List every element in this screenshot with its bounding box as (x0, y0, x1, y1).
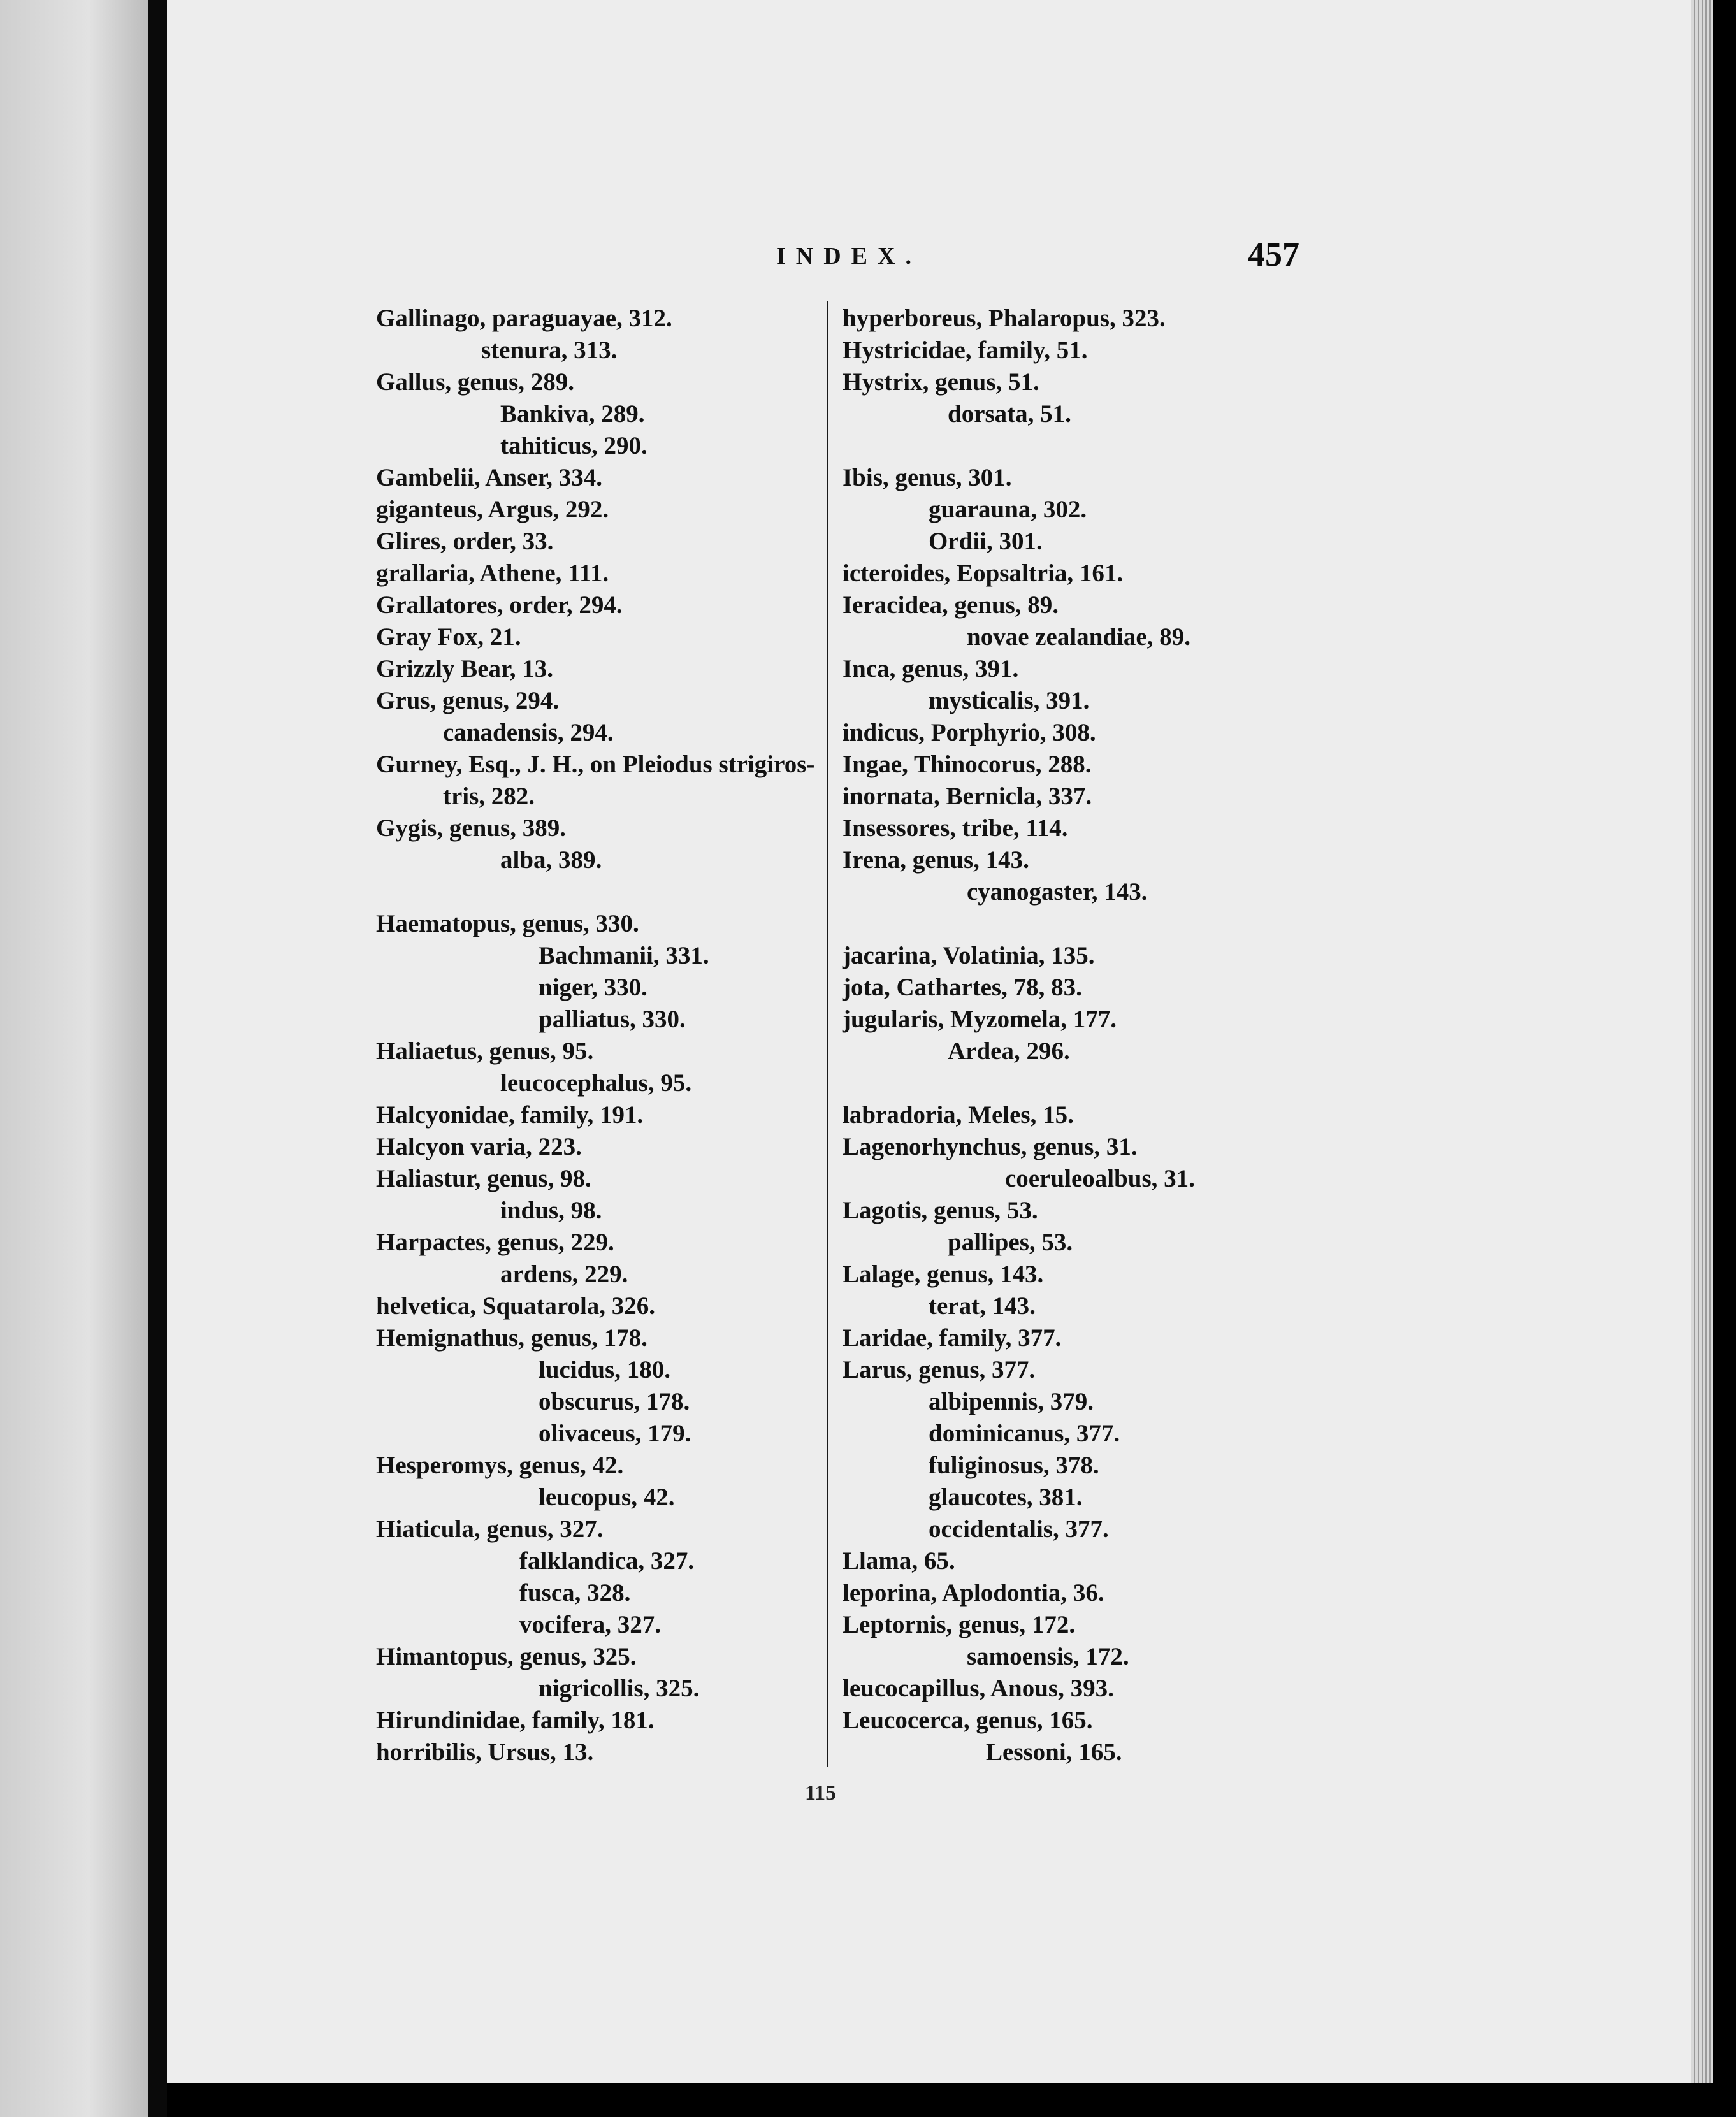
index-entry: dominicanus, 377. (929, 1420, 1120, 1447)
index-entry: obscurus, 178. (539, 1388, 690, 1415)
index-entry: jacarina, Volatinia, 135. (843, 942, 1095, 969)
index-entry: Hirundinidae, family, 181. (376, 1707, 655, 1734)
index-entry: jota, Cathartes, 78, 83. (843, 974, 1082, 1001)
index-entry: Ieracidea, genus, 89. (843, 591, 1059, 619)
index-entry: hyperboreus, Phalaropus, 323. (843, 305, 1166, 332)
book-gutter (148, 0, 167, 2117)
index-entry: Bankiva, 289. (500, 400, 645, 428)
index-entry: inornata, Bernicla, 337. (843, 783, 1092, 810)
index-entry: indus, 98. (500, 1197, 602, 1224)
index-entry: jugularis, Myzomela, 177. (843, 1006, 1117, 1033)
index-entry: Haliaetus, genus, 95. (376, 1037, 594, 1065)
index-column-right (843, 303, 1327, 1768)
index-spacer (843, 430, 1327, 462)
index-entry: leucocapillus, Anous, 393. (843, 1675, 1114, 1702)
index-entry: Harpactes, genus, 229. (376, 1229, 614, 1256)
index-entry: leucopus, 42. (539, 1484, 675, 1511)
index-entry: Grizzly Bear, 13. (376, 655, 553, 683)
signature-mark: 115 (805, 1781, 837, 1805)
index-entry: Ardea, 296. (948, 1037, 1070, 1065)
index-entry: leucocephalus, 95. (500, 1069, 692, 1097)
index-entry: guarauna, 302. (929, 496, 1087, 523)
page-stack-edge (1691, 0, 1713, 2083)
index-entry: Hystricidae, family, 51. (843, 336, 1088, 364)
page-number: 457 (1248, 235, 1299, 273)
index-entry: Gambelii, Anser, 334. (376, 464, 602, 491)
index-entry: Insessores, tribe, 114. (843, 814, 1068, 842)
index-entry: Gallinago, paraguayae, 312. (376, 305, 672, 332)
index-entry: Lagotis, genus, 53. (843, 1197, 1038, 1224)
index-entry: Hesperomys, genus, 42. (376, 1452, 624, 1479)
index-entry: Llama, 65. (843, 1547, 955, 1575)
index-entry: Ingae, Thinocorus, 288. (843, 751, 1092, 778)
index-entry: albipennis, 379. (929, 1388, 1094, 1415)
facing-page-edge (0, 0, 148, 2117)
index-entry: terat, 143. (929, 1292, 1036, 1320)
index-entry: Inca, genus, 391. (843, 655, 1019, 683)
index-entry: Himantopus, genus, 325. (376, 1643, 637, 1670)
index-entry: canadensis, 294. (443, 719, 614, 746)
index-entry: Gurney, Esq., J. H., on Pleiodus strigiros- (376, 751, 815, 778)
index-spacer (376, 876, 816, 908)
index-spacer (843, 1067, 1327, 1099)
column-divider (827, 301, 828, 1767)
index-entry: palliatus, 330. (539, 1006, 686, 1033)
index-entry: glaucotes, 381. (929, 1484, 1083, 1511)
index-entry: Lessoni, 165. (986, 1738, 1122, 1766)
index-entry: occidentalis, 377. (929, 1515, 1109, 1543)
index-entry: Ibis, genus, 301. (843, 464, 1012, 491)
index-entry: Haematopus, genus, 330. (376, 910, 639, 937)
index-entry: Halcyonidae, family, 191. (376, 1101, 644, 1129)
index-entry: fusca, 328. (519, 1579, 631, 1607)
index-entry: Halcyon varia, 223. (376, 1133, 582, 1160)
index-entry: cyanogaster, 143. (967, 878, 1148, 906)
index-entry: Larus, genus, 377. (843, 1356, 1036, 1384)
index-entry: Gallus, genus, 289. (376, 368, 574, 396)
index-entry: Lagenorhynchus, genus, 31. (843, 1133, 1138, 1160)
index-entry: Hemignathus, genus, 178. (376, 1324, 647, 1352)
index-column-left (376, 303, 816, 1768)
index-entry: Hystrix, genus, 51. (843, 368, 1039, 396)
index-entry: indicus, Porphyrio, 308. (843, 719, 1096, 746)
running-header-title: INDEX. (776, 243, 922, 270)
index-entry: giganteus, Argus, 292. (376, 496, 609, 523)
index-entry: Gygis, genus, 389. (376, 814, 566, 842)
index-entry: Leucocerca, genus, 165. (843, 1707, 1093, 1734)
index-entry: nigricollis, 325. (539, 1675, 700, 1702)
index-entry: grallaria, Athene, 111. (376, 560, 609, 587)
index-spacer (843, 908, 1327, 940)
index-entry: niger, 330. (539, 974, 647, 1001)
index-entry: tahiticus, 290. (500, 432, 647, 459)
index-entry: vocifera, 327. (519, 1611, 662, 1638)
index-entry: helvetica, Squatarola, 326. (376, 1292, 656, 1320)
index-entry: novae zealandiae, 89. (967, 623, 1190, 651)
index-entry: tris, 282. (443, 783, 535, 810)
index-entry: samoensis, 172. (967, 1643, 1129, 1670)
index-entry: pallipes, 53. (948, 1229, 1073, 1256)
index-entry: lucidus, 180. (539, 1356, 670, 1384)
index-entry: leporina, Aplodontia, 36. (843, 1579, 1104, 1607)
index-entry: Irena, genus, 143. (843, 846, 1029, 874)
index-entry: Hiaticula, genus, 327. (376, 1515, 604, 1543)
index-entry: dorsata, 51. (948, 400, 1071, 428)
index-entry: mysticalis, 391. (929, 687, 1090, 714)
index-entry: Grus, genus, 294. (376, 687, 560, 714)
index-entry: olivaceus, 179. (539, 1420, 691, 1447)
index-entry: fuliginosus, 378. (929, 1452, 1099, 1479)
index-entry: Lalage, genus, 143. (843, 1261, 1044, 1288)
index-entry: coeruleoalbus, 31. (1005, 1165, 1195, 1192)
index-entry: Gray Fox, 21. (376, 623, 521, 651)
index-entry: Bachmanii, 331. (539, 942, 709, 969)
index-entry: Glires, order, 33. (376, 528, 554, 555)
index-entry: horribilis, Ursus, 13. (376, 1738, 594, 1766)
index-entry: alba, 389. (500, 846, 602, 874)
index-entry: Ordii, 301. (929, 528, 1043, 555)
index-entry: stenura, 313. (481, 336, 618, 364)
index-entry: Leptornis, genus, 172. (843, 1611, 1076, 1638)
index-entry: falklandica, 327. (519, 1547, 695, 1575)
index-entry: ardens, 229. (500, 1261, 628, 1288)
index-entry: labradoria, Meles, 15. (843, 1101, 1074, 1129)
index-entry: Grallatores, order, 294. (376, 591, 623, 619)
index-entry: icteroides, Eopsaltria, 161. (843, 560, 1124, 587)
index-entry: Laridae, family, 377. (843, 1324, 1062, 1352)
index-entry: Haliastur, genus, 98. (376, 1165, 591, 1192)
